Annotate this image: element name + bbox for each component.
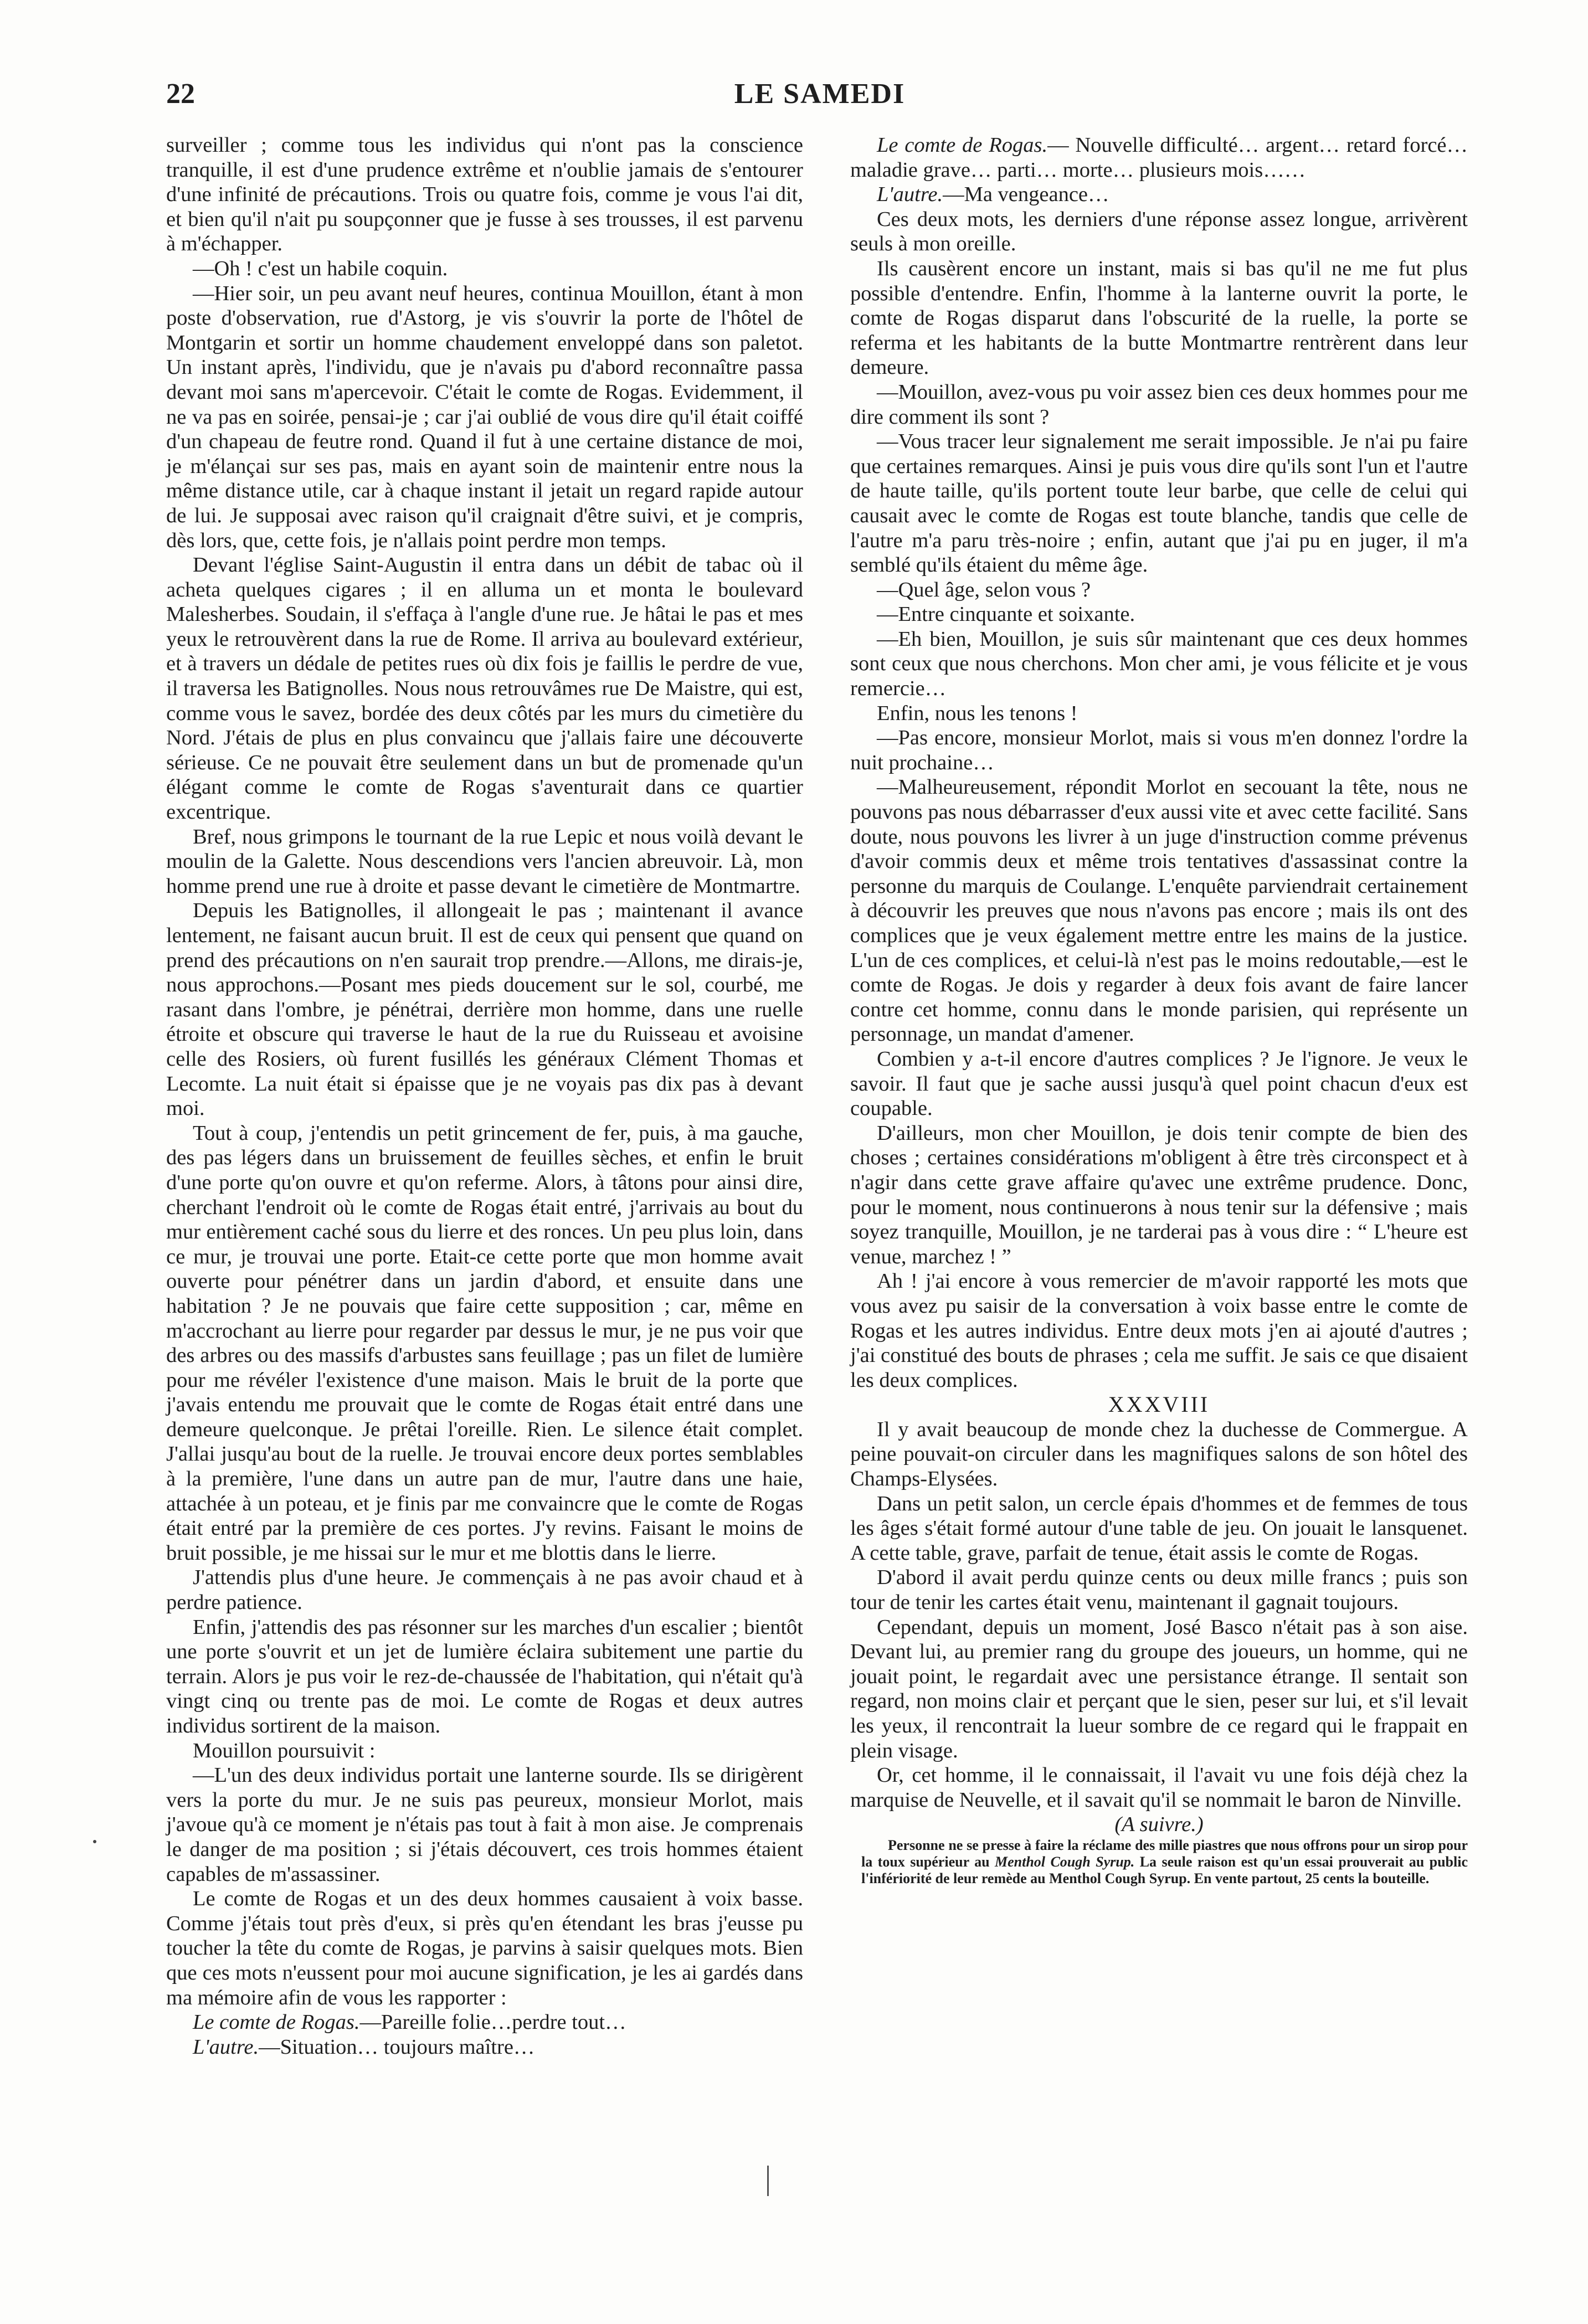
paragraph: Mouillon poursuivit : xyxy=(193,1739,376,1762)
left-column xyxy=(166,133,803,2059)
paragraph: Cependant, depuis un moment, José Basco n'était pas à son aise. Devant lui, au premier rang du groupe des joueurs, un homme, qui ne jouait point, le regardait avec une persistance étrange. Il sentait son regard, non moins clair et perçant que le sien, peser sur lui, et s'il levait les yeux, il rencontrait la lueur sombre de ce regard qui le frappait en plein visage. xyxy=(850,1615,1468,1762)
ad-product-name: Menthol Cough Syrup. xyxy=(995,1853,1135,1870)
dialogue-line xyxy=(850,182,1468,207)
paragraph: —Malheureusement, répondit Morlot en secouant la tête, nous ne pouvons pas nous débarrasser d'eux aussi vite et avec cette facilité. Sans doute, nous pouvons les livrer à un juge d'instruction comme prévenus d'avoir commis deux et même trois tentatives d'assassinat contre la personne du marquis de Coulange. L'enquête parviendrait certainement à découvrir les preuves que nous n'avons pas encore ; mais ils ont des complices que je veux également mettre entre les mains de la justice. L'un de ces complices, et celui-là n'est pas le moins redoutable,—est le comte de Rogas. Je dois y regarder à deux fois avant de faire lancer contre cet homme, connu dans le monde parisien, qui représente un personnage, un mandat d'amener. xyxy=(850,775,1468,1046)
paragraph: —Oh ! c'est un habile coquin. xyxy=(193,256,448,280)
ad-text: Personne ne se presse à faire la réclame des mille piastres que nous offrons pour un sirop pour la toux supérieur au xyxy=(861,1837,1468,1870)
paragraph: Enfin, nous les tenons ! xyxy=(877,701,1078,725)
advertisement xyxy=(850,1837,1468,1887)
ink-speck xyxy=(93,1840,96,1843)
ad-text: La seule raison est qu'un essai prouverait au public l'infériorité de leur remède au Menthol Cough Syrup. En vente partout, 25 cents la bouteille. xyxy=(861,1853,1468,1886)
paragraph: —Pas encore, monsieur Morlot, mais si vous m'en donnez l'ordre la nuit prochaine… xyxy=(850,726,1468,774)
dialogue-speaker: Le comte de Rogas. xyxy=(877,133,1048,157)
page-number: 22 xyxy=(166,78,195,110)
page-header xyxy=(166,78,1473,116)
paragraph: —Quel âge, selon vous ? xyxy=(877,578,1091,601)
paragraph: D'ailleurs, mon cher Mouillon, je dois tenir compte de bien des choses ; certaines considérations m'obligent à être très circonspect et à n'agir dans cette grave affaire qu'avec une extrême prudence. Donc, pour le moment, nous continuerons à nous tenir sur la défensive ; mais soyez tranquille, Mouillon, je ne tarderai pas à vous dire : “ L'heure est venue, marchez ! ” xyxy=(850,1121,1468,1268)
paragraph: Tout à coup, j'entendis un petit grincement de fer, puis, à ma gauche, des pas légers dans un bruissement de feuilles sèches, et enfin le bruit d'une porte qu'on ouvre et qu'on referme. Alors, à tâtons pour ainsi dire, cherchant l'endroit où le comte de Rogas était entré, j'arrivais au bout du mur entièrement caché sous du lierre et des ronces. Un peu plus loin, dans ce mur, je trouvai une porte. Etait-ce cette porte que mon homme avait ouverte pour pénétrer dans un jardin d'abord, et ensuite dans une habitation ? Je ne pouvais que faire cette supposition ; car, même en m'accrochant au lierre pour regarder par dessus le mur, je ne pus voir que des arbres ou des massifs d'arbustes sans feuillage ; pas un filet de lumière pour me révéler l'existence d'une maison. Mais le bruit de la porte que j'avais entendu me prouvait que le comte de Rogas était entré dans une demeure quelconque. Je prêtai l'oreille. Rien. Le silence était complet. J'allai jusqu'au bout de la ruelle. Je trouvai encore deux portes semblables à la première, l'une dans un autre pan de mur, l'autre dans une haie, attachée à un poteau, et je finis par me convaincre que le comte de Rogas était entré par la première de ces portes. J'y revins. Faisant le moins de bruit possible, je me hissai sur le mur et me blottis dans le lierre. xyxy=(166,1121,803,1565)
paragraph: Devant l'église Saint-Augustin il entra dans un débit de tabac où il acheta quelques cigares ; il en alluma un et monta le boulevard Malesherbes. Soudain, il s'effaça à l'angle d'une rue. Je hâtai le pas et mes yeux le retrouvèrent dans la rue de Rome. Il arriva au boulevard extérieur, et à travers un dédale de petites rues où dix fois je faillis le perdre de vue, il traversa les Batignolles. Nous nous retrouvâmes rue De Maistre, qui est, comme vous le savez, bordée des deux côtés par les murs du cimetière du Nord. J'étais de plus en plus convaincu que j'allais faire une découverte sérieuse. Ce ne pouvait être seulement dans un but de promenade qu'un élégant comme le comte de Rogas s'aventurait dans ce quartier excentrique. xyxy=(166,553,803,824)
dialogue-text: — Nouvelle difficulté… argent… retard forcé… maladie grave… parti… morte… plusieurs mois…… xyxy=(850,133,1468,182)
dialogue-line xyxy=(166,2010,803,2035)
paragraph: D'abord il avait perdu quinze cents ou deux mille francs ; puis son tour de tenir les cartes était venu, maintenant il gagnait toujours. xyxy=(850,1566,1468,1615)
paragraph: Depuis les Batignolles, il allongeait le pas ; maintenant il avance lentement, ne faisant aucun bruit. Il est de ceux qui pensent que quand on prend des précautions on n'en saurait trop prendre.—Allons, me dirais-je, nous approchons.—Posant mes pieds doucement sur le sol, courbé, me rasant dans l'ombre, je pénétrai, derrière mon homme, dans une ruelle étroite et obscure qui traverse le haut de la rue du Ruisseau et avoisine celle des Rosiers, où furent fusillés les généraux Clément Thomas et Lecomte. La nuit était si épaisse que je ne voyais pas dix pas à devant moi. xyxy=(166,899,803,1120)
dialogue-line xyxy=(850,133,1468,182)
paragraph: Ces deux mots, les derniers d'une réponse assez longue, arrivèrent seuls à mon oreille. xyxy=(850,207,1468,256)
paragraph: surveiller ; comme tous les individus qui n'ont pas la conscience tranquille, il est d'une prudence extrême et n'oublie jamais de s'entourer d'une infinité de précautions. Trois ou quatre fois, comme je vous l'ai dit, et bien qu'il n'ait pu soupçonner que je fusse à ses trousses, il est parvenu à m'échapper. xyxy=(166,133,803,256)
dialogue-text: —Ma vengeance… xyxy=(943,183,1109,207)
paragraph: Ah ! j'ai encore à vous remercier de m'avoir rapporté les mots que vous avez pu saisir de la conversation à voix basse entre le comte de Rogas et les autres individus. Entre deux mots j'en ai ajouté d'autres ; j'ai constitué des bouts de phrases ; cela me suffit. Je sais ce que disaient les deux complices. xyxy=(850,1269,1468,1392)
chapter-heading: XXXVIII xyxy=(1108,1392,1210,1417)
paragraph: J'attendis plus d'une heure. Je commençais à ne pas avoir chaud et à perdre patience. xyxy=(166,1566,803,1615)
dialogue-speaker: L'autre. xyxy=(877,183,943,207)
dialogue-line xyxy=(166,2035,803,2060)
paragraph: Bref, nous grimpons le tournant de la rue Lepic et nous voilà devant le moulin de la Galette. Nous descendions vers l'ancien abreuvoir. Là, mon homme prend une rue à droite et passe devant le cimetière de Montmartre. xyxy=(166,825,803,898)
paragraph: Ils causèrent encore un instant, mais si bas qu'il ne me fut plus possible d'entendre. Enfin, l'homme à la lanterne ouvrit la porte, le comte de Rogas disparut dans l'obscurité de la ruelle, la porte se referma et les habitants de la butte Montmartre rentrèrent dans leur demeure. xyxy=(850,256,1468,379)
dialogue-speaker: Le comte de Rogas. xyxy=(193,2011,360,2034)
paragraph: —Eh bien, Mouillon, je suis sûr maintenant que ces deux hommes sont ceux que nous cherchons. Mon cher ami, je vous félicite et je vous remercie… xyxy=(850,627,1468,701)
paragraph: Combien y a-t-il encore d'autres complices ? Je l'ignore. Je veux le savoir. Il faut que je sache aussi jusqu'à quel point chacun d'eux est coupable. xyxy=(850,1047,1468,1120)
paragraph: Or, cet homme, il le connaissait, il l'avait vu une fois déjà chez la marquise de Neuvelle, et il savait qu'il se nommait le baron de Ninville. xyxy=(850,1763,1468,1812)
right-column xyxy=(850,133,1468,1887)
paragraph: —Hier soir, un peu avant neuf heures, continua Mouillon, étant à mon poste d'observation, rue d'Astorg, je vis s'ouvrir la porte de l'hôtel de Montgarin et sortir un homme chaudement enveloppé dans son paletot. Un instant après, l'individu, que je n'avais pu d'abord reconnaître passa devant moi sans m'apercevoir. C'était le comte de Rogas. Evidemment, il ne va pas en soirée, pensai-je ; car j'ai oublié de vous dire qu'il était coiffé d'un chapeau de feutre rond. Quand il fut à une certaine distance de moi, je m'élançai sur ses pas, mais en ayant soin de maintenir entre nous la même distance utile, car à chaque instant il jetait un regard rapide autour de lui. Je supposai avec raison qu'il craignait d'être suivi, et je compris, dès lors, que, cette fois, je n'allais point perdre mon temps. xyxy=(166,281,803,552)
to-be-continued: (A suivre.) xyxy=(1114,1813,1204,1837)
print-mark xyxy=(767,2166,769,2196)
dialogue-text: —Pareille folie…perdre tout… xyxy=(359,2011,626,2034)
dialogue-speaker: L'autre. xyxy=(193,2035,259,2059)
paragraph: —Vous tracer leur signalement me serait impossible. Je n'ai pu faire que certaines remarques. Ainsi je puis vous dire qu'ils sont l'un et l'autre de haute taille, qu'ils portent toute leur barbe, que celle de celui qui causait avec le comte de Rogas est toute blanche, tandis que celle de l'autre m'a paru très-noire ; enfin, autant que j'ai pu en juger, il m'a semblé qu'ils étaient du même âge. xyxy=(850,430,1468,577)
paragraph: Le comte de Rogas et un des deux hommes causaient à voix basse. Comme j'étais tout près d'eux, si près qu'en étendant les bras j'eusse pu toucher la tête du comte de Rogas, je parvins à saisir quelques mots. Bien que ces mots n'eussent pour moi aucune signification, je les ai gardés dans ma mémoire afin de vous les rapporter : xyxy=(166,1887,803,2009)
paragraph: —Entre cinquante et soixante. xyxy=(877,603,1135,626)
paragraph: —Mouillon, avez-vous pu voir assez bien ces deux hommes pour me dire comment ils sont ? xyxy=(850,380,1468,429)
paragraph: Enfin, j'attendis des pas résonner sur les marches d'un escalier ; bientôt une porte s'ouvrit et un jet de lumière éclaira subitement une partie du terrain. Alors je pus voir le rez-de-chaussée de l'habitation, qui n'était qu'à vingt cinq ou trente pas de moi. Le comte de Rogas et deux autres individus sortirent de la maison. xyxy=(166,1615,803,1737)
running-title: LE SAMEDI xyxy=(734,78,906,110)
paragraph: —L'un des deux individus portait une lanterne sourde. Ils se dirigèrent vers la porte du mur. Je ne suis pas peureux, monsieur Morlot, mais j'avoue qu'à ce moment je n'étais pas tout à fait à mon aise. Je comprenais le danger de ma position ; si j'étais découvert, ces trois hommes étaient capables de m'assassiner. xyxy=(166,1763,803,1886)
paragraph: Il y avait beaucoup de monde chez la duchesse de Commergue. A peine pouvait-on circuler dans les magnifiques salons de son hôtel des Champs-Elysées. xyxy=(850,1417,1468,1491)
dialogue-text: —Situation… toujours maître… xyxy=(259,2035,535,2059)
paragraph: Dans un petit salon, un cercle épais d'hommes et de femmes de tous les âges s'était formé autour d'une table de jeu. On jouait le lansquenet. A cette table, grave, parfait de tenue, était assis le comte de Rogas. xyxy=(850,1492,1468,1565)
